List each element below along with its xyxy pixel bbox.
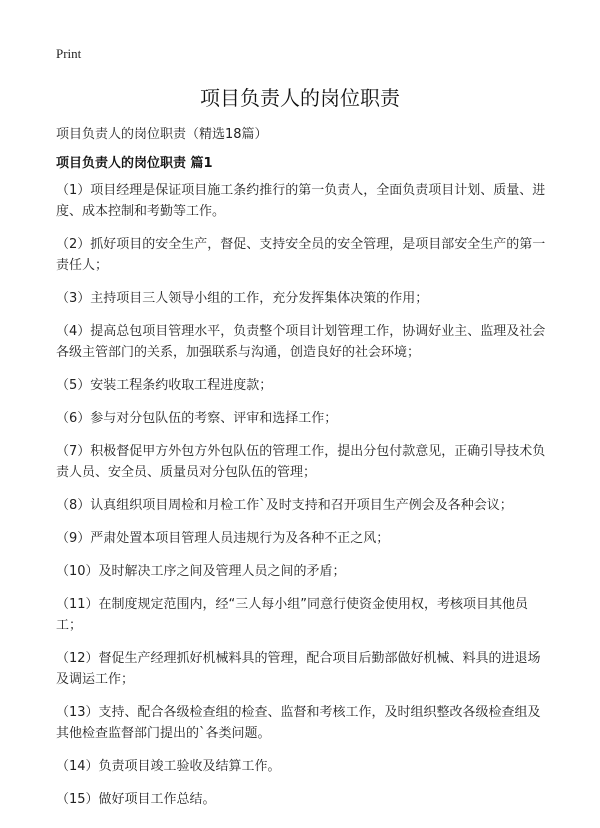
duty-item-12: （12）督促生产经理抓好机械料具的管理，配合项目后勤部做好机械、料具的进退场及调运工作； [56,651,541,687]
duty-item-13: （13）支持、配合各级检查组的检查、监督和考核工作，及时组织整改各级检查组及其他检查监督部门提出的`各类问题。 [56,705,541,741]
subtitle: 项目负责人的岗位职责（精选18篇） [56,127,268,142]
print-link[interactable]: Print [56,46,82,61]
duty-item-15: （15）做好项目工作总结。 [56,792,216,807]
duty-item-8: （8）认真组织项目周检和月检工作`及时支持和召开项目生产例会及各种会议； [56,498,513,513]
duty-item-7: （7）积极督促甲方外包方外包队伍的管理工作，提出分包付款意见，正确引导技术负责人员、安全员、质量员对分包队伍的管理； [56,444,546,480]
section-heading: 项目负责人的岗位职责 篇1 [56,156,213,171]
duty-item-5: （5）安装工程条约收取工程进度款； [56,378,273,393]
duty-item-14: （14）负责项目竣工验收及结算工作。 [56,759,281,774]
duty-list [56,180,550,822]
duty-item-10: （10）及时解决工序之间及管理人员之间的矛盾； [56,564,346,579]
duty-item-6: （6）参与对分包队伍的考察、评审和选择工作； [56,411,338,426]
page-title: 项目负责人的岗位职责 [200,86,400,110]
duty-item-11: （11）在制度规定范围内，经“三人每小组”同意行使资金使用权，考核项目其他员工； [56,597,529,633]
duty-item-3: （3）主持项目三人领导小组的工作，充分发挥集体决策的作用； [56,291,429,306]
duty-item-2: （2）抓好项目的安全生产，督促、支持安全员的安全管理，是项目部安全生产的第一责任人； [56,237,546,273]
duty-item-4: （4）提高总包项目管理水平，负责整个项目计划管理工作，协调好业主、监理及社会各级主管部门的关系，加强联系与沟通，创造良好的社会环境； [56,324,546,360]
duty-item-1: （1）项目经理是保证项目施工条约推行的第一负责人，全面负责项目计划、质量、进度、成本控制和考勤等工作。 [56,183,546,219]
duty-item-9: （9）严肃处置本项目管理人员违规行为及各种不正之风； [56,531,390,546]
